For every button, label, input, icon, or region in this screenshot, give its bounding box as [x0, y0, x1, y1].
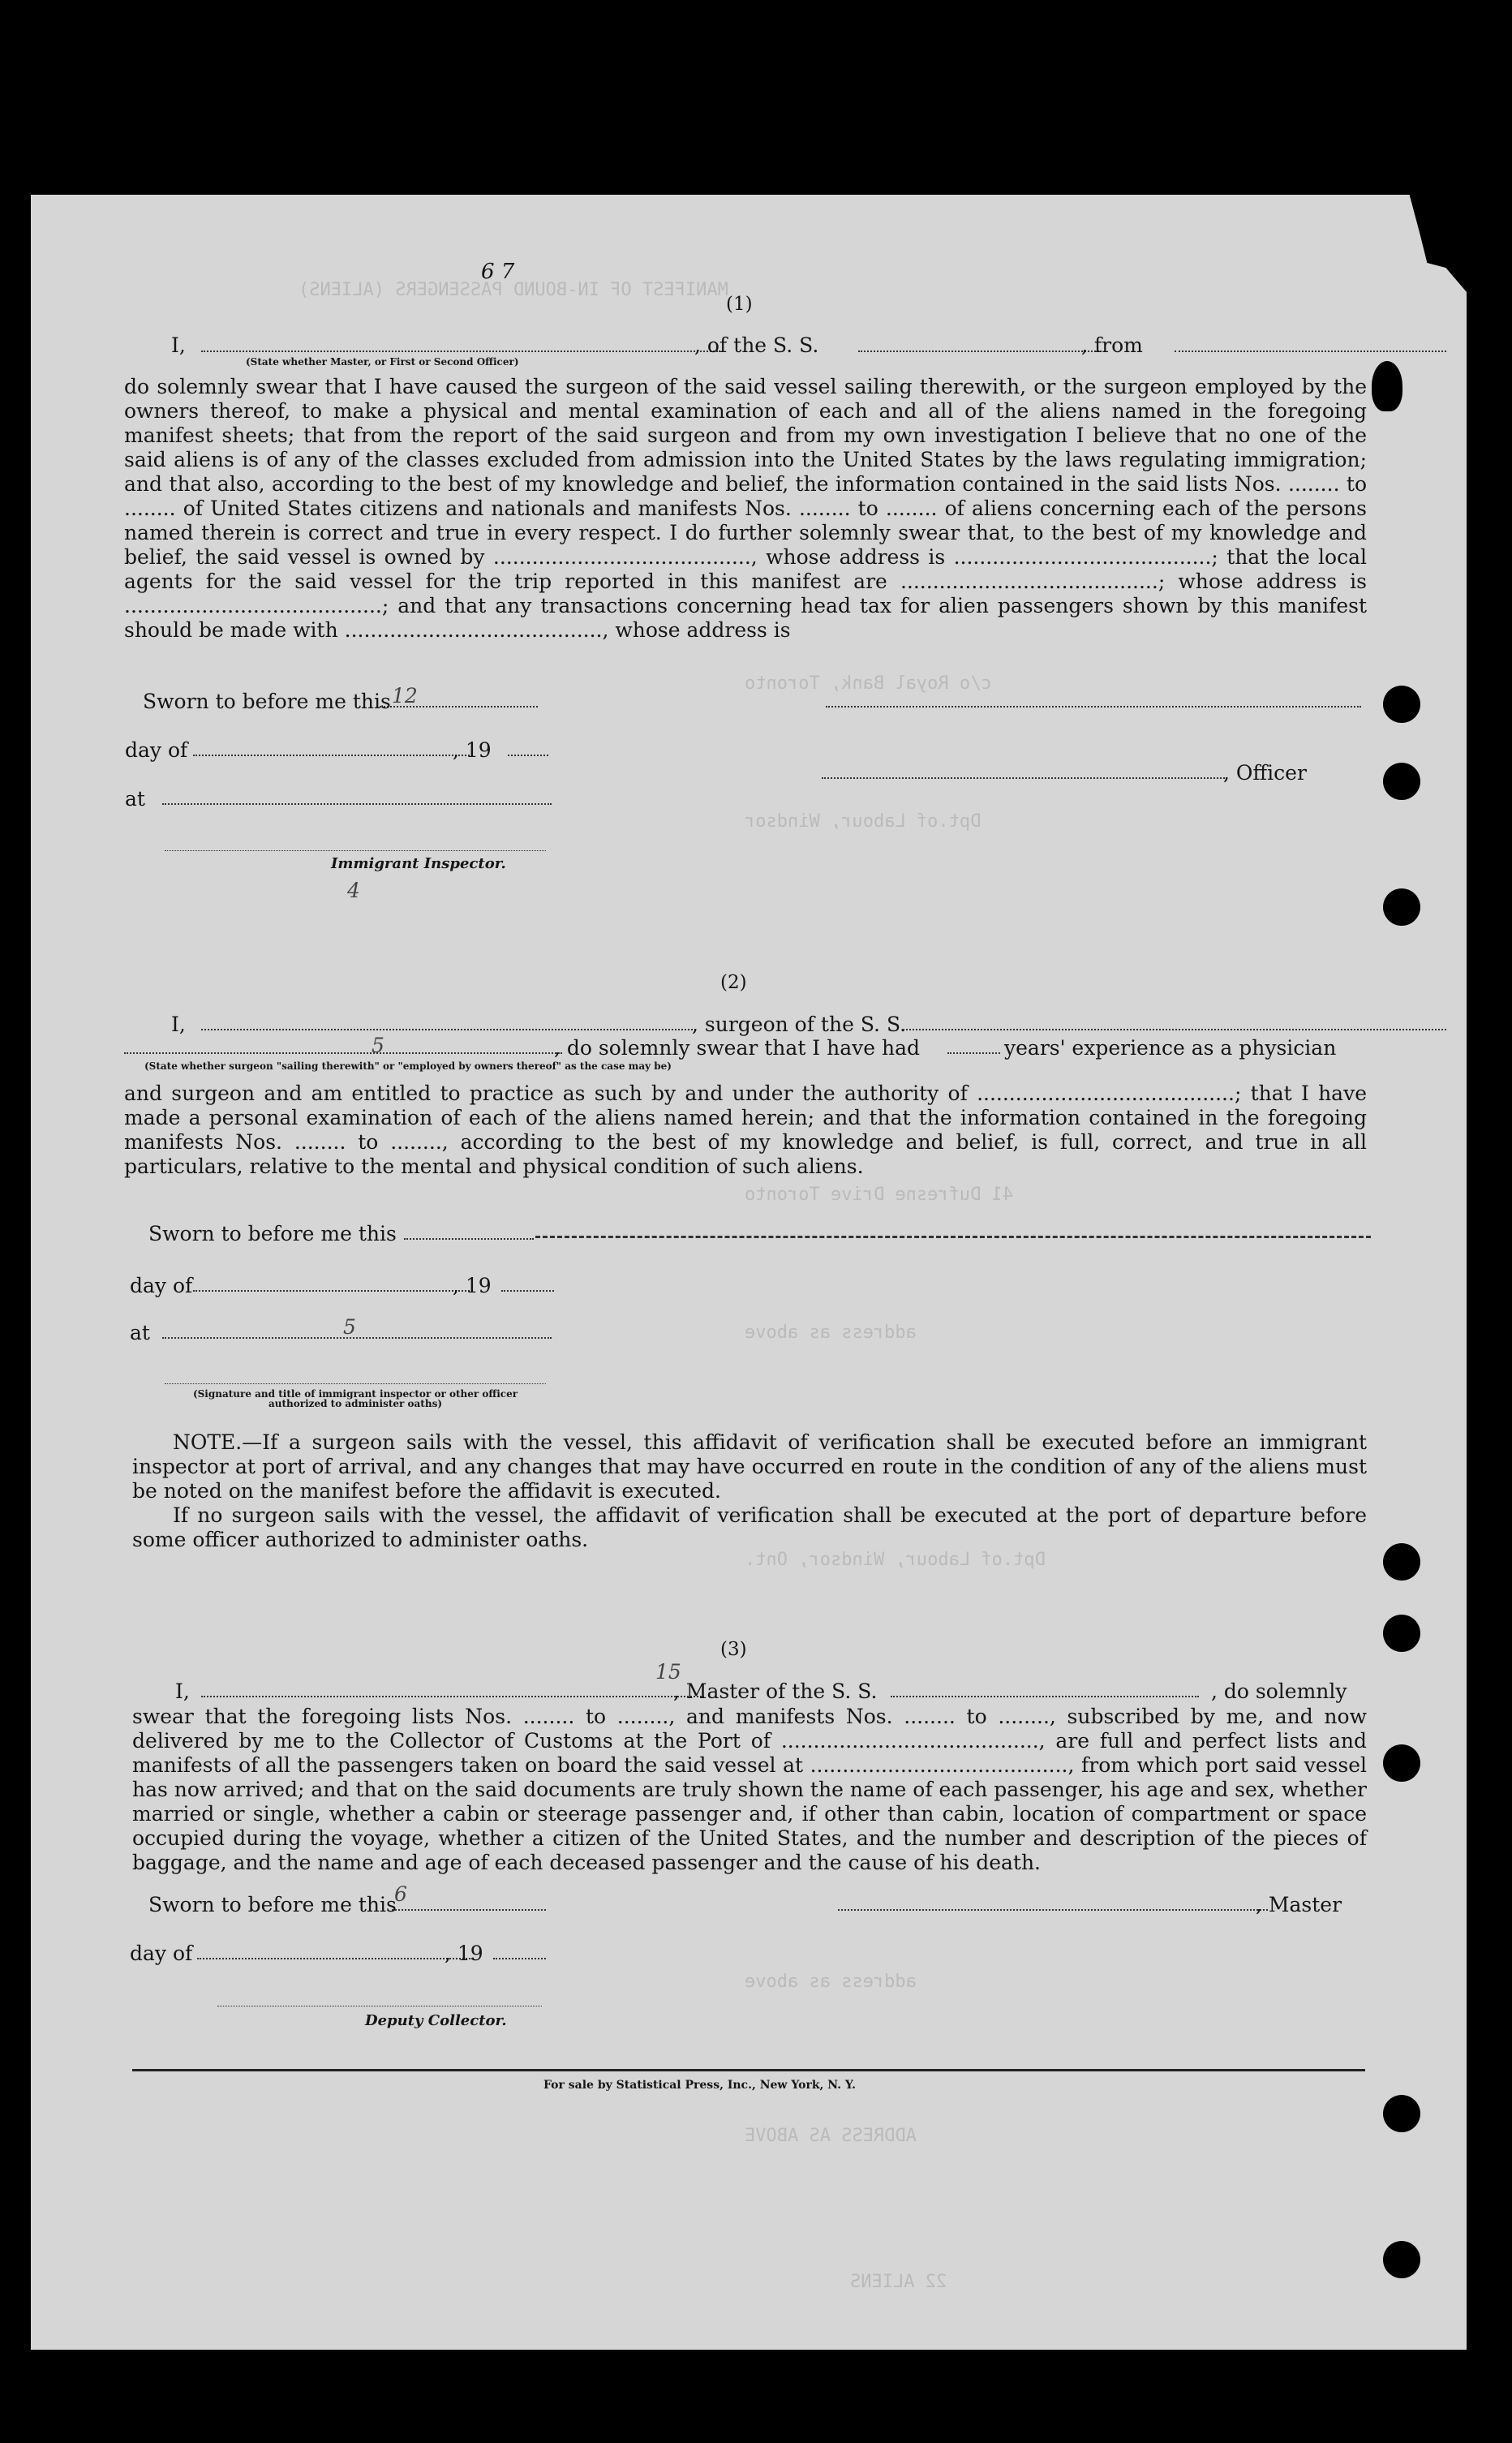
s2-sworn: Sworn to before me this: [148, 1222, 397, 1245]
s1-sworn: Sworn to before me this: [143, 690, 391, 713]
fill-line: [508, 755, 548, 756]
footer-rule: [132, 2069, 1365, 2071]
handwritten-mark: 6: [394, 1882, 407, 1906]
fill-line: [858, 351, 1102, 352]
sworn-line: [535, 1236, 1371, 1238]
s1-from: , from: [1081, 333, 1143, 357]
fill-line: [201, 1029, 696, 1030]
s2-note1: NOTE.—If a surgeon sails with the vessel, this affidavit of verification shall be executed before an immigrant inspector at port of arrival, and any changes that may have occurred en route in the condition of any of the aliens must be noted on the manifest before the affidavit is executed.: [132, 1430, 1367, 1503]
s1-paragraph: do solemnly swear that I have caused the surgeon of the said vessel sailing therewith, or the surgeon employed by the owners thereof, to make a physical and mental examination of each and all of the aliens named in the foregoing manifest sheets; that from the report of the said surgeon and from my own investigation I believe that no one of the said aliens is of any of the classes excluded from admission into the United States by the laws regulating immigration; and that also, according to the best of my knowledge and belief, the information contained in the said lists Nos. ........ to ........ of United States citizens and nationals and manifests Nos. ........ to ........ of aliens concerning each of the persons named therein is correct and true in every respect. I do further solemnly swear that, to the best of my knowledge and belief, the said vessel is owned by ........................................, whose address is ........................................; that the local agents for the said vessel for the trip reported in this manifest are ........................................; whose address is ........................................; and that any transactions concerning head tax for alien passengers shown by this manifest should be made with ........................................, whose address is: [124, 375, 1367, 642]
punch-hole: [1383, 1615, 1420, 1652]
s1-year: , 19: [453, 738, 492, 762]
bleed-through-text: ADDRESS AS ABOVE: [745, 2126, 917, 2146]
fill-line: [501, 1290, 554, 1292]
s2-day: day of: [130, 1274, 193, 1297]
fill-line: [162, 803, 552, 805]
s3-master: , Master of the S. S.: [673, 1680, 878, 1703]
fill-line: [947, 1052, 1000, 1054]
s3-day: day of: [130, 1942, 193, 1965]
fill-line: [193, 1290, 473, 1292]
fill-line: [822, 777, 1227, 779]
section-3-number: (3): [720, 1639, 747, 1660]
s1-day: day of: [125, 738, 188, 762]
s1-at: at: [125, 787, 145, 811]
handwritten-mark: 6 7: [481, 260, 515, 284]
s2-surgeon: , surgeon of the S. S.: [692, 1013, 907, 1036]
punch-hole: [1383, 2241, 1420, 2278]
bleed-through-text: c/o Royal Bank, Toronto: [745, 673, 992, 694]
fill-line: [493, 1958, 546, 1959]
handwritten-mark: 12: [392, 684, 418, 708]
punch-hole: [1372, 361, 1402, 411]
publisher-footer: For sale by Statistical Press, Inc., New York, N. Y.: [543, 2079, 856, 2092]
fill-line: [392, 1909, 546, 1911]
handwritten-mark: 4: [347, 879, 360, 902]
s3-end: , do solemnly: [1211, 1680, 1347, 1703]
fill-line: [903, 1029, 1446, 1030]
punch-hole: [1383, 763, 1420, 800]
signature-line: [165, 1383, 546, 1384]
punch-hole: [1383, 686, 1420, 723]
bleed-through-text: Dpt.of Labour, Windsor, Ont.: [745, 1550, 1046, 1570]
s3-master-sign: , Master: [1256, 1893, 1342, 1916]
s2-paragraph: and surgeon and am entitled to practice as such by and under the authority of ........................................; that I have made a personal examination of each of the aliens named herein; and that the information contained in the foregoing manifests Nos. ........ to ........, according to the best of my knowledge and belief, is full, correct, and true in all particulars, relative to the mental and physical condition of such aliens.: [124, 1082, 1367, 1178]
bleed-through-text: MANIFEST OF IN-BOUND PASSENGERS (ALIENS): [299, 280, 728, 300]
bleed-through-text: address as above: [745, 1323, 917, 1343]
punch-hole: [1383, 888, 1420, 926]
bleed-through-text: 22 ALIENS: [850, 2272, 947, 2292]
bleed-through-text: address as above: [745, 1972, 917, 1992]
s2-state-caption: (State whether surgeon "sailing therewith" or "employed by owners thereof" as the case may be): [144, 1060, 672, 1072]
bleed-through-text: 41 Dufresne Drive Toronto: [745, 1185, 1014, 1205]
fill-line: [838, 1909, 1268, 1911]
handwritten-mark: 5: [343, 1315, 356, 1339]
handwritten-mark: 15: [655, 1660, 681, 1684]
s3-sworn: Sworn to before me this: [148, 1893, 397, 1916]
s1-state-caption: (State whether Master, or First or Second Officer): [246, 356, 519, 368]
fill-line: [193, 755, 473, 756]
manifest-back-sheet: [31, 195, 1467, 2350]
handwritten-mark: 5: [372, 1034, 384, 1057]
fill-line: [1175, 351, 1446, 352]
s1-of-ss: , of the S. S.: [694, 333, 819, 357]
section-2-number: (2): [720, 972, 747, 993]
punch-hole: [1383, 2095, 1420, 2132]
s3-year: , 19: [445, 1942, 483, 1965]
fill-line: [124, 1052, 562, 1054]
fill-line: [891, 1696, 1199, 1697]
s2-sig-caption: (Signature and title of immigrant inspector or other officer authorized to administer oaths): [192, 1388, 518, 1409]
s1-i: I,: [171, 333, 186, 357]
fill-line: [201, 1696, 704, 1697]
signature-line: [165, 850, 546, 851]
s2-at: at: [130, 1321, 150, 1344]
bleed-through-text: Dpt.of Labour, Windsor: [745, 811, 982, 832]
section-1-number: (1): [726, 294, 753, 315]
s3-i: I,: [175, 1680, 190, 1703]
s3-paragraph: swear that the foregoing lists Nos. ........ to ........, and manifests Nos. ........ to ........, subscribed by me, and now delivered by me to the Collector of Customs at the Port of ........................................, are full and perfect lists and manifests of all the passengers taken on board the said vessel at ........................................, from which port said vessel has now arrived; and that on the said documents are truly shown the name of each passenger, his age and sex, whether married or single, whether a cabin or steerage passenger and, if other than cabin, location of compartment or space occupied during the voyage, whether a citizen of the United States, and the number and description of the pieces of baggage, and the name and age of each deceased passenger and the cause of his death.: [132, 1705, 1367, 1874]
fill-line: [201, 351, 720, 352]
s1-officer: , Officer: [1223, 761, 1307, 785]
s2-i: I,: [171, 1013, 186, 1036]
fill-line: [162, 1337, 552, 1339]
fill-line: [404, 1238, 534, 1240]
s2-note2: If no surgeon sails with the vessel, the affidavit of verification shall be executed at the port of departure before some officer authorized to administer oaths.: [132, 1503, 1367, 1551]
fill-line: [197, 1958, 473, 1959]
fill-line: [826, 706, 1361, 708]
s2-mid: , do solemnly swear that I have had: [554, 1036, 921, 1060]
s3-collector-caption: Deputy Collector.: [365, 2012, 507, 2029]
s1-inspector-caption: Immigrant Inspector.: [331, 855, 506, 872]
punch-hole: [1383, 1744, 1420, 1782]
punch-hole: [1383, 1543, 1420, 1581]
s2-year: , 19: [453, 1274, 492, 1297]
s2-years: years' experience as a physician: [1004, 1036, 1337, 1060]
